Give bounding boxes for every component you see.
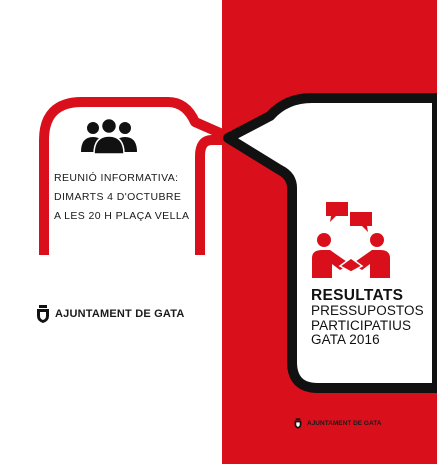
meeting-heading: REUNIÓ INFORMATIVA: [54, 172, 179, 184]
title-subtitle-3: GATA 2016 [311, 332, 380, 347]
organization-logo-right [294, 418, 381, 429]
people-group-icon [80, 117, 138, 155]
meeting-time-place: A LES 20 H PLAÇA VELLA [54, 210, 190, 222]
municipal-crest-icon [294, 418, 302, 429]
title-main: RESULTATS [311, 287, 404, 304]
handshake-dialogue-icon [310, 200, 392, 280]
title-block [311, 288, 424, 348]
organization-name-right: AJUNTAMENT DE GATA [307, 420, 382, 427]
municipal-crest-icon [36, 305, 50, 323]
meeting-date: DIMARTS 4 D'OCTUBRE [54, 191, 182, 203]
organization-name-left: AJUNTAMENT DE GATA [55, 308, 185, 320]
organization-logo-left [36, 305, 184, 323]
title-subtitle-1: PRESSUPOSTOS [311, 303, 424, 318]
title-subtitle-2: PARTICIPATIUS [311, 317, 412, 333]
